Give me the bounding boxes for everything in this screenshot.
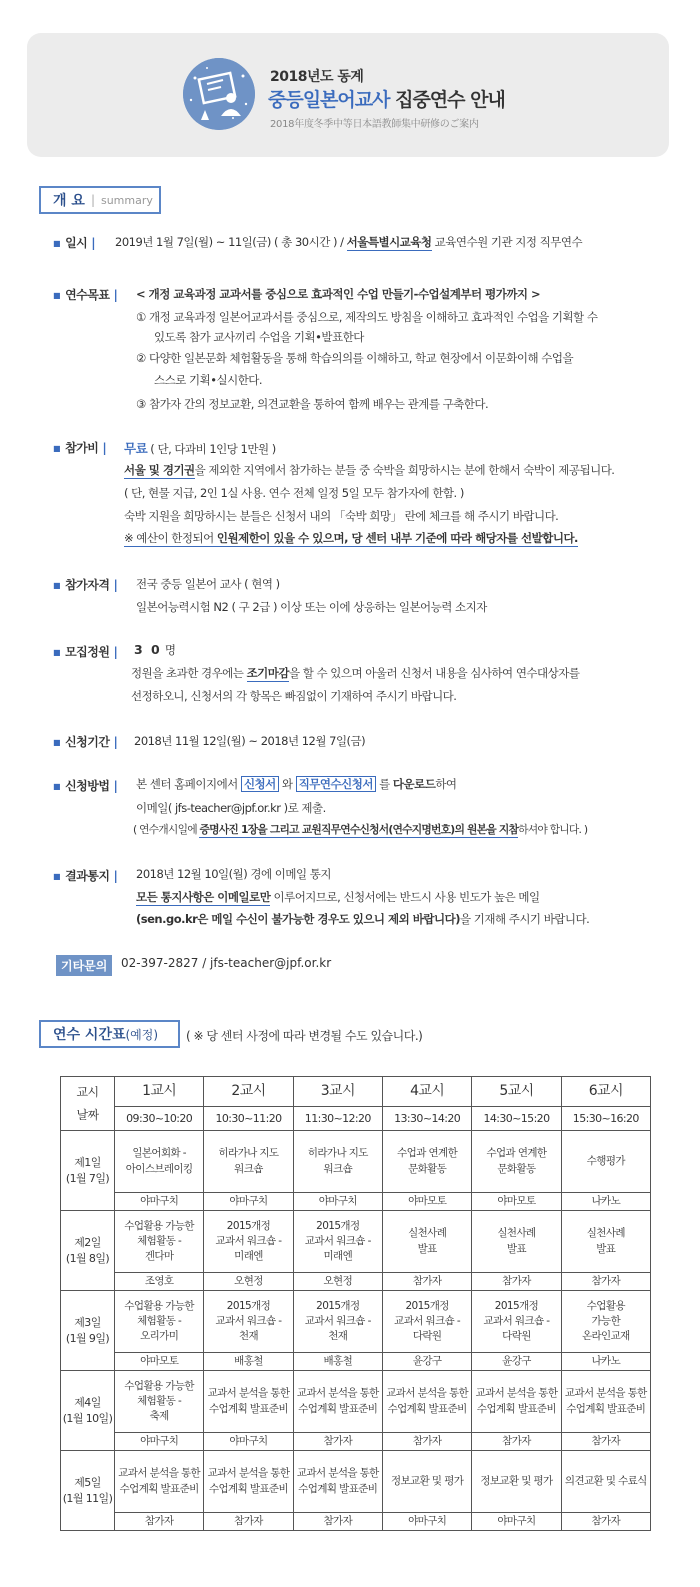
day-cell-4: 제4일 (1월 10일) [61, 1371, 115, 1451]
quota-line-2: 선정하오니, 신청서의 각 항목은 빠짐없이 기재하여 주시기 바랍니다. [131, 689, 457, 703]
instructor-cell: 참가자 [382, 1433, 471, 1451]
session-cell: 의견교환 및 수료식 [561, 1451, 650, 1513]
session-cell: 2015개정 교과서 워크숍 - 다락원 [382, 1291, 471, 1353]
fee-line-3: 숙박 지원을 희망하시는 분들은 신청서 내의 「숙박 희망」 란에 체크를 해 주시기 바랍니다. [124, 509, 559, 523]
qual-line-1: 전국 중등 일본어 교사 ( 현역 ) [136, 577, 280, 591]
session-cell: 교과서 분석을 통한 수업계획 발표준비 [204, 1371, 293, 1433]
fee-free: 무료 ( 단, 다과비 1인당 1만원 ) [124, 441, 276, 456]
session-cell: 2015개정 교과서 워크숍 - 다락원 [472, 1291, 561, 1353]
instructor-cell: 참가자 [115, 1513, 204, 1531]
instructor-cell: 오현정 [204, 1273, 293, 1291]
session-cell: 교과서 분석을 통한 수업계획 발표준비 [204, 1451, 293, 1513]
session-cell: 정보교환 및 평가 [382, 1451, 471, 1513]
period-header-6: 6교시 [561, 1077, 650, 1107]
result-line-2: 모든 통지사항은 이메일로만 이루어지므로, 신청서에는 반드시 사용 빈도가 높은 메일 [136, 890, 540, 904]
instructor-cell: 참가자 [561, 1513, 650, 1531]
instructor-cell: 야마구치 [204, 1433, 293, 1451]
instructor-cell: 참가자 [204, 1513, 293, 1531]
timetable-heading: 연수 시간표 (예정) [39, 1020, 180, 1048]
timetable-row [61, 1131, 651, 1193]
period-time-2: 10:30~11:20 [204, 1107, 293, 1131]
banner-subtitle: 2018年度冬季中等日本語教師集中研修のご案内 [270, 119, 479, 130]
session-cell: 수업활용 가능한 체험활동 - 겐다마 [115, 1211, 204, 1273]
method-line-3: ( 연수개시일에 증명사진 1장을 그리고 교원직무연수신청서(연수지명번호)의 원본을 지참하셔야 합니다. ) [133, 823, 588, 836]
timetable-period-row [61, 1077, 651, 1107]
timetable-instructor-row [61, 1353, 651, 1371]
instructor-cell: 참가자 [472, 1273, 561, 1291]
period-time-1: 09:30~10:20 [115, 1107, 204, 1131]
application-form-link[interactable]: 신청서 [241, 776, 279, 792]
instructor-cell: 배홍철 [204, 1353, 293, 1371]
instructor-cell: 배홍철 [293, 1353, 382, 1371]
timetable-instructor-row [61, 1193, 651, 1211]
instructor-cell: 야마구치 [115, 1433, 204, 1451]
period-text: 2018년 11월 12일(월) ~ 2018년 12월 7일(금) [134, 734, 366, 748]
session-cell: 실천사례 발표 [561, 1211, 650, 1273]
goal-item-3: ③ 참가자 간의 정보교환, 의견교환을 통하여 함께 배우는 관계를 구축한다. [136, 397, 489, 411]
session-cell: 교과서 분석을 통한 수업계획 발표준비 [115, 1451, 204, 1513]
dates-label: ■ 일시 | [53, 234, 95, 251]
period-label: ■ 신청기간 | [53, 733, 117, 750]
timetable-instructor-row [61, 1513, 651, 1531]
instructor-cell: 참가자 [293, 1513, 382, 1531]
instructor-cell: 야마구치 [115, 1193, 204, 1211]
period-header-1: 1교시 [115, 1077, 204, 1107]
quota-number: 3 0 명 [134, 642, 176, 657]
session-cell: 교과서 분석을 통한 수업계획 발표준비 [561, 1371, 650, 1433]
instructor-cell: 참가자 [561, 1273, 650, 1291]
dates-text: 2019년 1월 7일(월) ~ 11일(금) ( 총 30시간 ) / 서울특별시교육청 교육연수원 기관 지정 직무연수 [115, 235, 583, 249]
period-time-6: 15:30~16:20 [561, 1107, 650, 1131]
goal-item-2: ② 다양한 일본문화 체험활동을 통해 학습의의를 이해하고, 학교 현장에서 이문화이해 수업을 [136, 351, 574, 365]
instructor-cell: 오현정 [293, 1273, 382, 1291]
fee-label: ■ 참가비 | [53, 439, 106, 456]
session-cell: 수업활용 가능한 온라인교재 [561, 1291, 650, 1353]
result-line-1: 2018년 12월 10일(월) 경에 이메일 통지 [136, 867, 331, 881]
instructor-cell: 야마구치 [204, 1193, 293, 1211]
training-form-link[interactable]: 직무연수신청서 [296, 776, 376, 792]
result-label: ■ 결과통지 | [53, 867, 117, 884]
session-cell: 교과서 분석을 통한 수업계획 발표준비 [472, 1371, 561, 1433]
timetable-instructor-row [61, 1273, 651, 1291]
qual-label: ■ 참가자격 | [53, 576, 117, 593]
goals-label: ■ 연수목표 | [53, 286, 117, 303]
goal-item-2-cont: 스스로 기획•실시한다. [154, 373, 263, 387]
instructor-cell: 나카노 [561, 1193, 650, 1211]
contact-info[interactable]: 02-397-2827 / jfs-teacher@jpf.or.kr [121, 956, 332, 970]
session-cell: 수업활용 가능한 체험활동 - 오리가미 [115, 1291, 204, 1353]
timetable-corner-cell: 교시 날짜 [61, 1077, 115, 1131]
instructor-cell: 야마구치 [293, 1193, 382, 1211]
banner-title: 중등일본어교사 집중연수 안내 [268, 89, 505, 111]
timetable-instructor-row [61, 1433, 651, 1451]
session-cell: 교과서 분석을 통한 수업계획 발표준비 [293, 1451, 382, 1513]
banner-year: 2018년도 동계 [270, 69, 364, 85]
result-line-3: (sen.go.kr은 메일 수신이 불가능한 경우도 있으니 제외 바랍니다)을 기재해 주시기 바랍니다. [136, 912, 590, 926]
session-cell: 수업과 연계한 문화활동 [472, 1131, 561, 1193]
period-time-4: 13:30~14:20 [382, 1107, 471, 1131]
timetable-row [61, 1451, 651, 1513]
qual-line-2: 일본어능력시험 N2 ( 구 2급 ) 이상 또는 이에 상응하는 일본어능력 소지자 [136, 600, 487, 614]
period-header-2: 2교시 [204, 1077, 293, 1107]
method-label: ■ 신청방법 | [53, 777, 117, 794]
method-line-2: 이메일( jfs-teacher@jpf.or.kr )로 제출. [136, 801, 326, 815]
session-cell: 수업활용 가능한 체험활동 - 축제 [115, 1371, 204, 1433]
period-header-5: 5교시 [472, 1077, 561, 1107]
session-cell: 히라가나 지도 워크숍 [293, 1131, 382, 1193]
summary-heading: 개 요 | summary [39, 186, 161, 214]
instructor-cell: 윤강구 [472, 1353, 561, 1371]
quota-line-1: 정원을 초과한 경우에는 조기마감을 할 수 있으며 아울러 신청서 내용을 심사하여 연수대상자를 [131, 666, 580, 680]
instructor-cell: 야마모토 [382, 1193, 471, 1211]
session-cell: 일본어회화 - 아이스브레이킹 [115, 1131, 204, 1193]
fee-line-2: ( 단, 현물 지급, 2인 1실 사용. 연수 전체 일정 5일 모두 참가자에 한함. ) [124, 486, 464, 500]
teacher-board-icon [183, 58, 255, 130]
session-cell: 실천사례 발표 [382, 1211, 471, 1273]
session-cell: 수업과 연계한 문화활동 [382, 1131, 471, 1193]
period-header-4: 4교시 [382, 1077, 471, 1107]
instructor-cell: 참가자 [472, 1433, 561, 1451]
instructor-cell: 야마모토 [115, 1353, 204, 1371]
timetable-row [61, 1211, 651, 1273]
session-cell: 실천사례 발표 [472, 1211, 561, 1273]
method-line-1: 본 센터 홈페이지에서 신청서 와 직무연수신청서 를 다운로드하여 [136, 777, 457, 791]
period-time-3: 11:30~12:20 [293, 1107, 382, 1131]
day-cell-5: 제5일 (1월 11일) [61, 1451, 115, 1531]
session-cell: 히라가나 지도 워크숍 [204, 1131, 293, 1193]
goals-title: < 개정 교육과정 교과서를 중심으로 효과적인 수업 만들기-수업설계부터 평가까지 > [136, 287, 541, 301]
timetable-note: ( ※ 당 센터 사정에 따라 변경될 수도 있습니다.) [186, 1029, 423, 1043]
instructor-cell: 야마구치 [382, 1513, 471, 1531]
session-cell: 2015개정 교과서 워크숍 - 미래엔 [293, 1211, 382, 1273]
contact-label: 기타문의 [56, 955, 112, 976]
goal-item-1-cont: 있도록 참가 교사끼리 수업을 기획•발표한다 [154, 330, 364, 344]
instructor-cell: 참가자 [561, 1433, 650, 1451]
instructor-cell: 윤강구 [382, 1353, 471, 1371]
timetable-row [61, 1291, 651, 1353]
timetable-time-row [61, 1107, 651, 1131]
instructor-cell: 참가자 [293, 1433, 382, 1451]
session-cell: 교과서 분석을 통한 수업계획 발표준비 [382, 1371, 471, 1433]
fee-line-1: 서울 및 경기권을 제외한 지역에서 참가하는 분들 중 숙박을 희망하시는 분에 한해서 숙박이 제공됩니다. [124, 463, 615, 477]
session-cell: 2015개정 교과서 워크숍 - 미래엔 [204, 1211, 293, 1273]
instructor-cell: 참가자 [382, 1273, 471, 1291]
period-header-3: 3교시 [293, 1077, 382, 1107]
fee-line-4: ※ 예산이 한정되어 인원제한이 있을 수 있으며, 당 센터 내부 기준에 따라 해당자를 선발합니다. [124, 531, 578, 545]
session-cell: 수행평가 [561, 1131, 650, 1193]
quota-label: ■ 모집정원 | [53, 643, 117, 660]
timetable-row [61, 1371, 651, 1433]
instructor-cell: 나카노 [561, 1353, 650, 1371]
session-cell: 교과서 분석을 통한 수업계획 발표준비 [293, 1371, 382, 1433]
day-cell-2: 제2일 (1월 8일) [61, 1211, 115, 1291]
goal-item-1: ① 개정 교육과정 일본어교과서를 중심으로, 제작의도 방침을 이해하고 효과적인 수업을 기획할 수 [136, 310, 598, 324]
session-cell: 정보교환 및 평가 [472, 1451, 561, 1513]
instructor-cell: 야마구치 [472, 1513, 561, 1531]
day-cell-1: 제1일 (1월 7일) [61, 1131, 115, 1211]
period-time-5: 14:30~15:20 [472, 1107, 561, 1131]
instructor-cell: 야마모토 [472, 1193, 561, 1211]
day-cell-3: 제3일 (1월 9일) [61, 1291, 115, 1371]
session-cell: 2015개정 교과서 워크숍 - 천재 [204, 1291, 293, 1353]
session-cell: 2015개정 교과서 워크숍 - 천재 [293, 1291, 382, 1353]
timetable [60, 1076, 651, 1531]
instructor-cell: 조영호 [115, 1273, 204, 1291]
